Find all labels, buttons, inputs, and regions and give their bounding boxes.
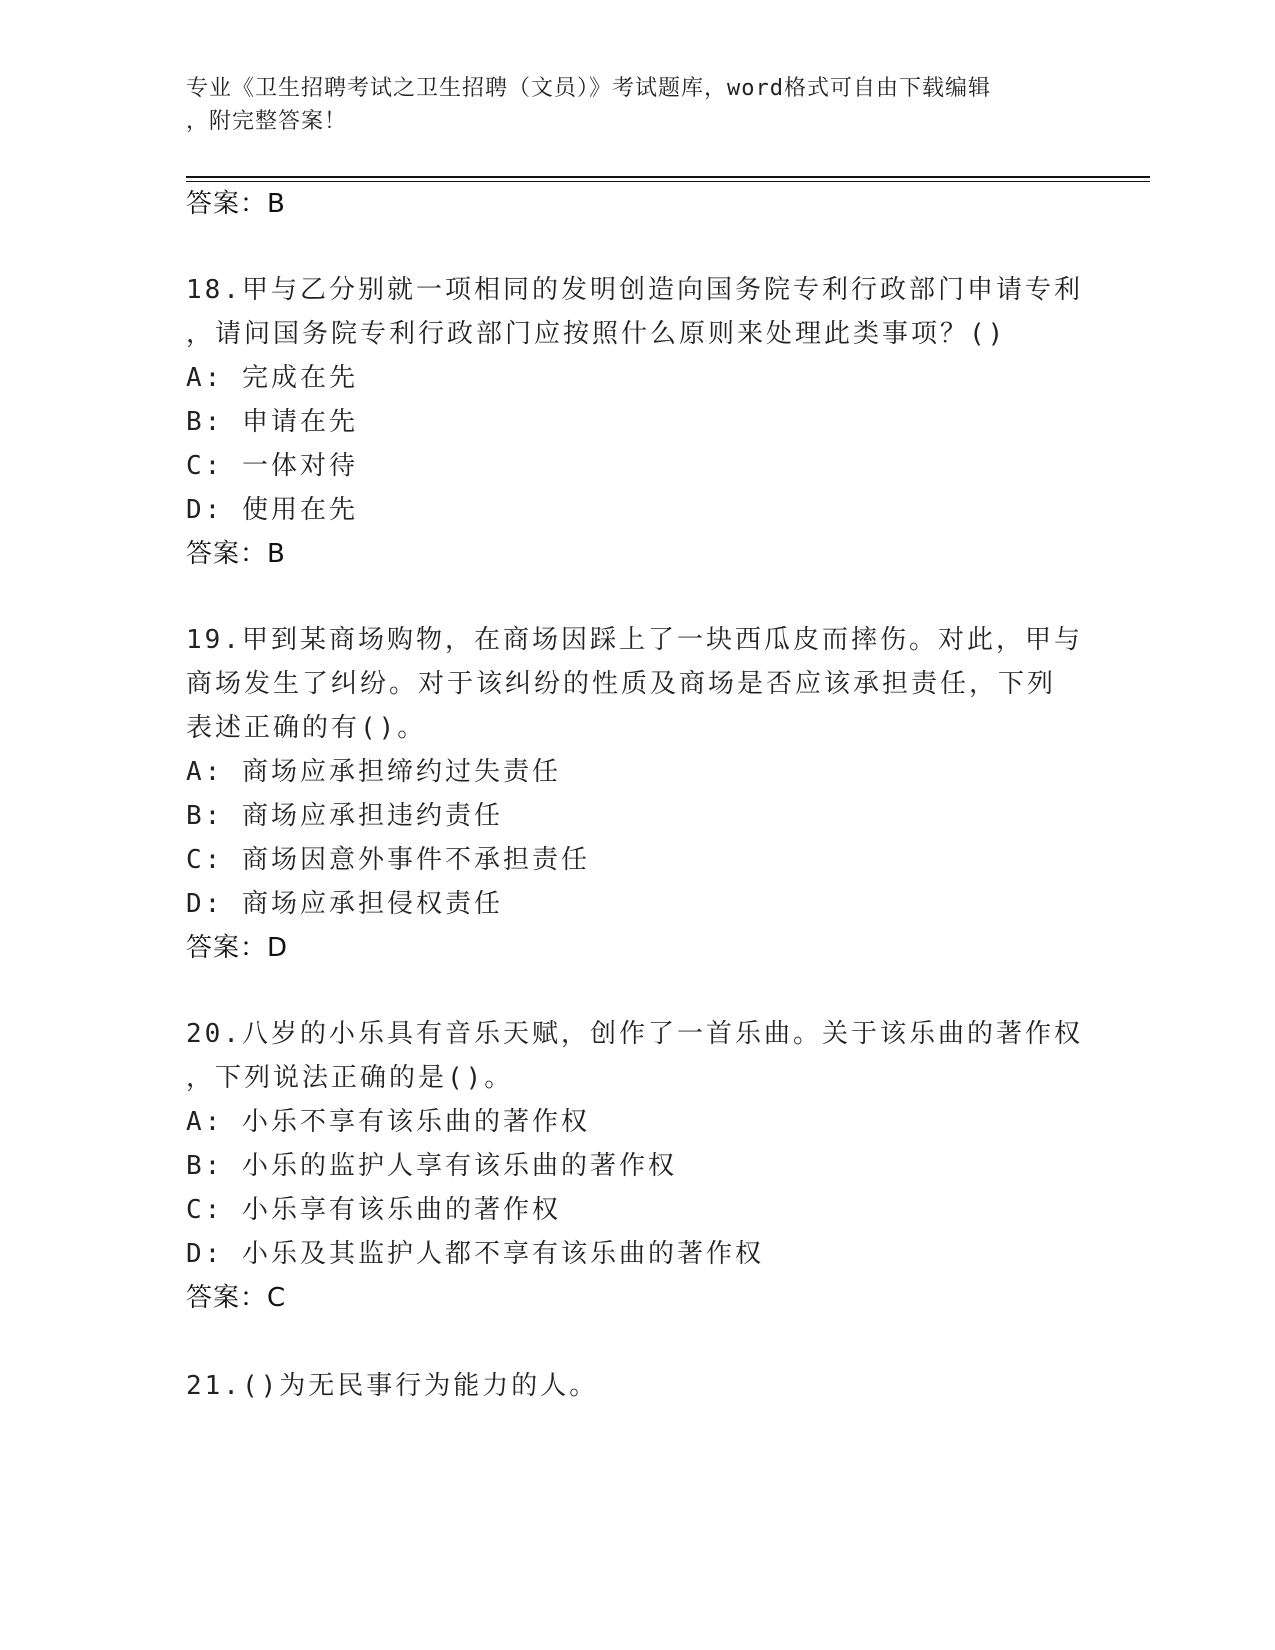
header-rule-thick: [186, 176, 1150, 178]
document-header: [186, 72, 1066, 138]
question-20-line-1: 20.八岁的小乐具有音乐天赋，创作了一首乐曲。关于该乐曲的著作权: [186, 1019, 1083, 1049]
question-19-line-1: 19.甲到某商场购物，在商场因踩上了一块西瓜皮而摔伤。对此，甲与: [186, 625, 1083, 655]
header-line-1: 专业《卫生招聘考试之卫生招聘（文员）》考试题库，word格式可自由下载编辑: [186, 76, 991, 101]
question-18-answer: 答案：B: [186, 539, 286, 569]
question-19-option-a: A: 商场应承担缔约过失责任: [186, 757, 561, 787]
question-19-line-3: 表述正确的有()。: [186, 713, 427, 743]
question-18-option-c: C: 一体对待: [186, 451, 358, 481]
question-20-option-c: C: 小乐享有该乐曲的著作权: [186, 1195, 561, 1225]
question-18-line-1: 18.甲与乙分别就一项相同的发明创造向国务院专利行政部门申请专利: [186, 275, 1083, 305]
question-18-line-2: ，请问国务院专利行政部门应按照什么原则来处理此类事项？(): [186, 319, 1007, 349]
question-20-line-2: ，下列说法正确的是()。: [186, 1063, 514, 1093]
question-20-option-d: D: 小乐及其监护人都不享有该乐曲的著作权: [186, 1239, 764, 1269]
question-19-option-d: D: 商场应承担侵权责任: [186, 889, 503, 919]
question-19-answer: 答案：D: [186, 933, 289, 963]
question-20-option-a: A: 小乐不享有该乐曲的著作权: [186, 1107, 590, 1137]
question-19-option-c: C: 商场因意外事件不承担责任: [186, 845, 590, 875]
question-20-option-b: B: 小乐的监护人享有该乐曲的著作权: [186, 1151, 677, 1181]
header-rule-thin: [186, 181, 1150, 182]
question-18-option-d: D: 使用在先: [186, 495, 358, 525]
question-19-option-b: B: 商场应承担违约责任: [186, 801, 503, 831]
answer-previous: 答案：B: [186, 189, 286, 219]
question-18-option-a: A: 完成在先: [186, 363, 358, 393]
question-18-option-b: B: 申请在先: [186, 407, 358, 437]
header-line-2: ，附完整答案！: [186, 109, 348, 134]
question-21-line-1: 21.()为无民事行为能力的人。: [186, 1371, 599, 1401]
question-20-answer: 答案：C: [186, 1283, 287, 1313]
question-19-line-2: 商场发生了纠纷。对于该纠纷的性质及商场是否应该承担责任，下列: [186, 669, 1057, 699]
